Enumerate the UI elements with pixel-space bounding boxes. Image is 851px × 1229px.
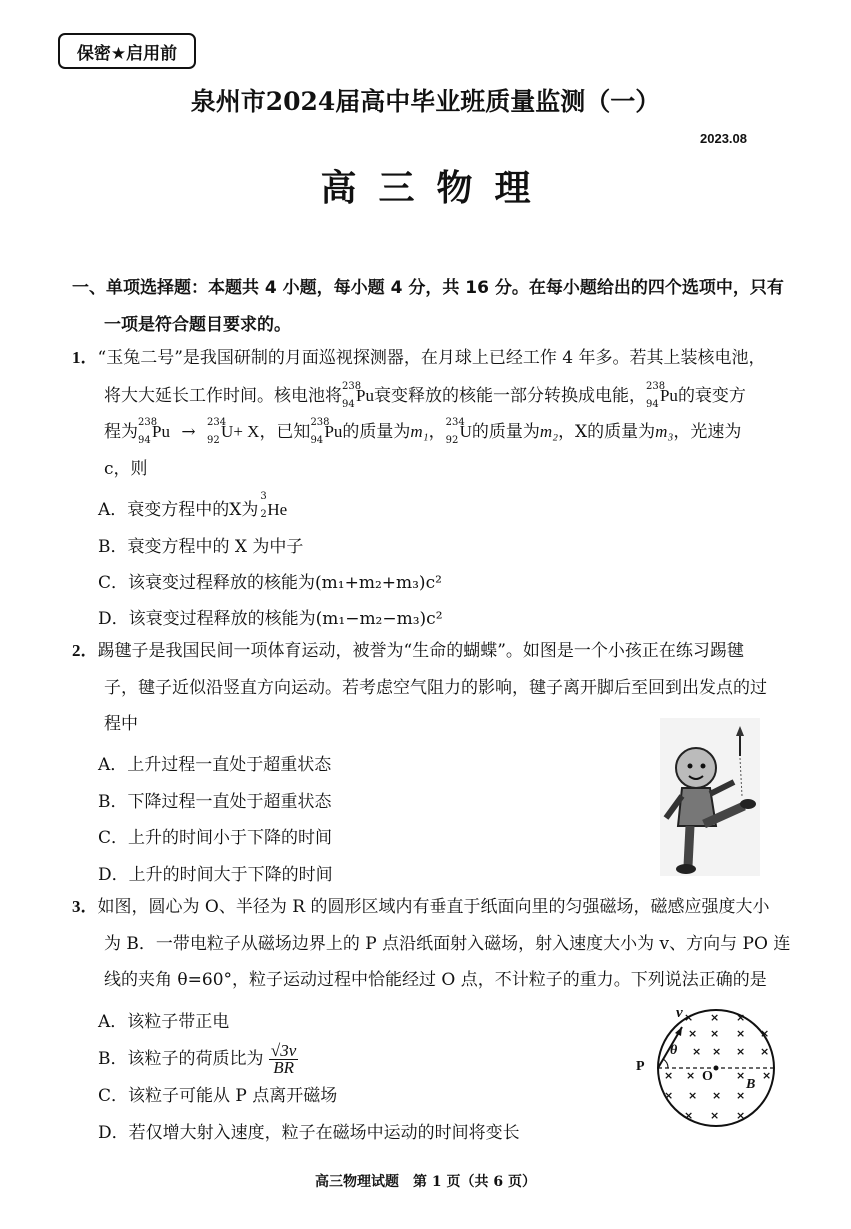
field-x-mark: × xyxy=(736,1027,746,1040)
q1-text-l3f: ，X的质量为 xyxy=(558,422,656,442)
q1-option-c: C．该衰变过程释放的核能为(m₁+m₂+m₃)c² xyxy=(98,573,442,593)
q1-text-l3e: 的质量为 xyxy=(471,422,540,442)
mass-m2: m₂ xyxy=(539,422,559,441)
field-circle-svg xyxy=(632,1005,782,1131)
mass-m3: m₃ xyxy=(655,422,674,441)
exam-title: 泉州市2024届高中毕业班质量监测（一） xyxy=(190,87,661,116)
q1-text-l3b: ，已知 xyxy=(259,422,311,442)
field-x-mark: × xyxy=(736,1089,746,1102)
field-x-mark: × xyxy=(712,1089,722,1102)
angle-arc xyxy=(663,1059,668,1068)
q1-option-d: D．该衰变过程释放的核能为(m₁−m₂−m₃)c² xyxy=(98,609,443,629)
label-theta: θ xyxy=(670,1043,678,1058)
page-footer: 高三物理试题 第 1 页（共 6 页） xyxy=(315,1174,536,1190)
q1-line3 xyxy=(104,417,742,446)
field-x-mark: × xyxy=(710,1109,720,1122)
subject-title: 高三物理 xyxy=(320,168,553,209)
q3-line1 xyxy=(72,897,769,917)
q2-line1 xyxy=(72,641,744,661)
label-o: O xyxy=(702,1069,713,1084)
q1-text-l3g: ，光速为 xyxy=(673,422,742,442)
q1-option-a xyxy=(98,491,288,520)
field-x-mark: × xyxy=(692,1045,702,1058)
field-x-mark: × xyxy=(760,1045,770,1058)
field-x-mark: × xyxy=(710,1011,720,1024)
nuclide-pu-2: 238 94 Pu xyxy=(645,381,678,410)
field-x-mark: × xyxy=(684,1011,694,1024)
q2-option-a: A．上升过程一直处于超重状态 xyxy=(98,755,332,775)
q1-line1 xyxy=(72,348,766,368)
label-p: P xyxy=(636,1059,645,1074)
section-heading-line1: 一、单项选择题：本题共 4 小题，每小题 4 分，共 16 分。在每小题给出的四个选项中，只有 xyxy=(72,278,784,298)
fraction-denominator: BR xyxy=(273,1058,294,1077)
field-x-mark: × xyxy=(760,1027,770,1040)
nuclide-pu: 238 94 Pu xyxy=(342,381,374,410)
q3-option-d: D．若仅增大射入速度，粒子在磁场中运动的时间将变长 xyxy=(98,1123,520,1143)
field-x-mark: × xyxy=(688,1089,698,1102)
q3-option-c: C．该粒子可能从 P 点离开磁场 xyxy=(98,1086,338,1106)
q3-line3: 线的夹角 θ=60°，粒子运动过程中恰能经过 O 点，不计粒子的重力。下列说法正确的是 xyxy=(104,970,767,990)
q3-option-b-text: B．该粒子的荷质比为 xyxy=(98,1049,264,1069)
velocity-arrowhead xyxy=(675,1027,682,1036)
q1-line4: c，则 xyxy=(104,459,148,479)
q3-number: 3． xyxy=(72,897,98,916)
exam-date: 2023.08 xyxy=(700,131,747,146)
nuclide-u-2: 234 92 U xyxy=(445,417,472,446)
decay-plus-x: + X xyxy=(233,422,260,441)
field-x-mark: × xyxy=(736,1109,746,1122)
q1-line2 xyxy=(104,381,746,410)
q1-text-l2a: 将大大延长工作时间。核电池将 xyxy=(104,386,342,406)
nuclide-he: 3 2 He xyxy=(260,491,288,520)
q2-option-d: D．上升的时间大于下降的时间 xyxy=(98,865,333,885)
label-b: B xyxy=(746,1077,756,1092)
q1-number: 1． xyxy=(72,348,98,367)
q1-text-l1: “玉兔二号”是我国研制的月面巡视探测器，在月球上已经工作 4 年多。若其上装核电池， xyxy=(97,348,766,368)
field-x-mark: × xyxy=(736,1045,746,1058)
q1-option-b: B．衰变方程中的 X 为中子 xyxy=(98,537,304,557)
mass-m1: m₁ xyxy=(410,422,429,441)
nuclide-u: 234 92 U xyxy=(207,417,234,446)
field-x-mark: × xyxy=(736,1069,746,1082)
confidential-label: 保密★启用前 xyxy=(58,33,196,69)
nuclide-pu-3: 238 94 Pu xyxy=(138,417,170,446)
q1-text-l3d: ， xyxy=(428,422,446,442)
decay-arrow: → xyxy=(181,422,196,442)
field-x-mark: × xyxy=(712,1045,722,1058)
q1-text-l2c: 的衰变方 xyxy=(677,386,746,406)
field-x-mark: × xyxy=(736,1011,746,1024)
fraction-numerator: √3v xyxy=(270,1041,297,1060)
section-heading-line2: 一项是符合题目要求的。 xyxy=(104,315,291,335)
q2-line3: 程中 xyxy=(104,714,138,734)
q1-option-a-text: A．衰变方程中的X为 xyxy=(98,500,259,520)
q3-option-b xyxy=(98,1043,298,1076)
field-x-mark: × xyxy=(710,1027,720,1040)
q3-text-l1: 如图，圆心为 O、半径为 R 的圆形区域内有垂直于纸面向里的匀强磁场，磁感应强度大小 xyxy=(97,897,770,917)
section-heading xyxy=(72,270,792,344)
field-x-mark: × xyxy=(684,1109,694,1122)
q2-option-b: B．下降过程一直处于超重状态 xyxy=(98,792,332,812)
field-x-mark: × xyxy=(762,1069,772,1082)
child-kicking-shuttlecock-illustration xyxy=(660,718,760,876)
q2-option-c: C．上升的时间小于下降的时间 xyxy=(98,828,333,848)
label-v: v xyxy=(676,1005,683,1021)
center-point xyxy=(714,1066,719,1071)
q1-text-l3c: 的质量为 xyxy=(342,422,411,442)
field-x-mark: × xyxy=(664,1089,674,1102)
nuclide-pu-4: 238 94 Pu xyxy=(310,417,343,446)
field-x-mark: × xyxy=(688,1027,698,1040)
q2-number: 2． xyxy=(72,641,98,660)
q1-text-l2b: 衰变释放的核能一部分转换成电能， xyxy=(373,386,646,406)
field-x-mark: × xyxy=(664,1069,674,1082)
field-x-mark: × xyxy=(686,1069,696,1082)
magnetic-field-diagram xyxy=(632,1005,782,1131)
q2-text-l1: 踢毽子是我国民间一项体育运动，被誉为“生命的蝴蝶”。如图是一个小孩正在练习踢毽 xyxy=(97,641,744,661)
q3-line2: 为 B．一带电粒子从磁场边界上的 P 点沿纸面射入磁场，射入速度大小为 v、方向与 PO 连 xyxy=(104,934,791,954)
q2-line2: 子，毽子近似沿竖直方向运动。若考虑空气阻力的影响，毽子离开脚后至回到出发点的过 xyxy=(104,678,767,698)
q3-option-a: A．该粒子带正电 xyxy=(98,1012,230,1032)
charge-mass-ratio-fraction xyxy=(269,1043,298,1076)
q1-text-l3a: 程为 xyxy=(104,422,138,442)
